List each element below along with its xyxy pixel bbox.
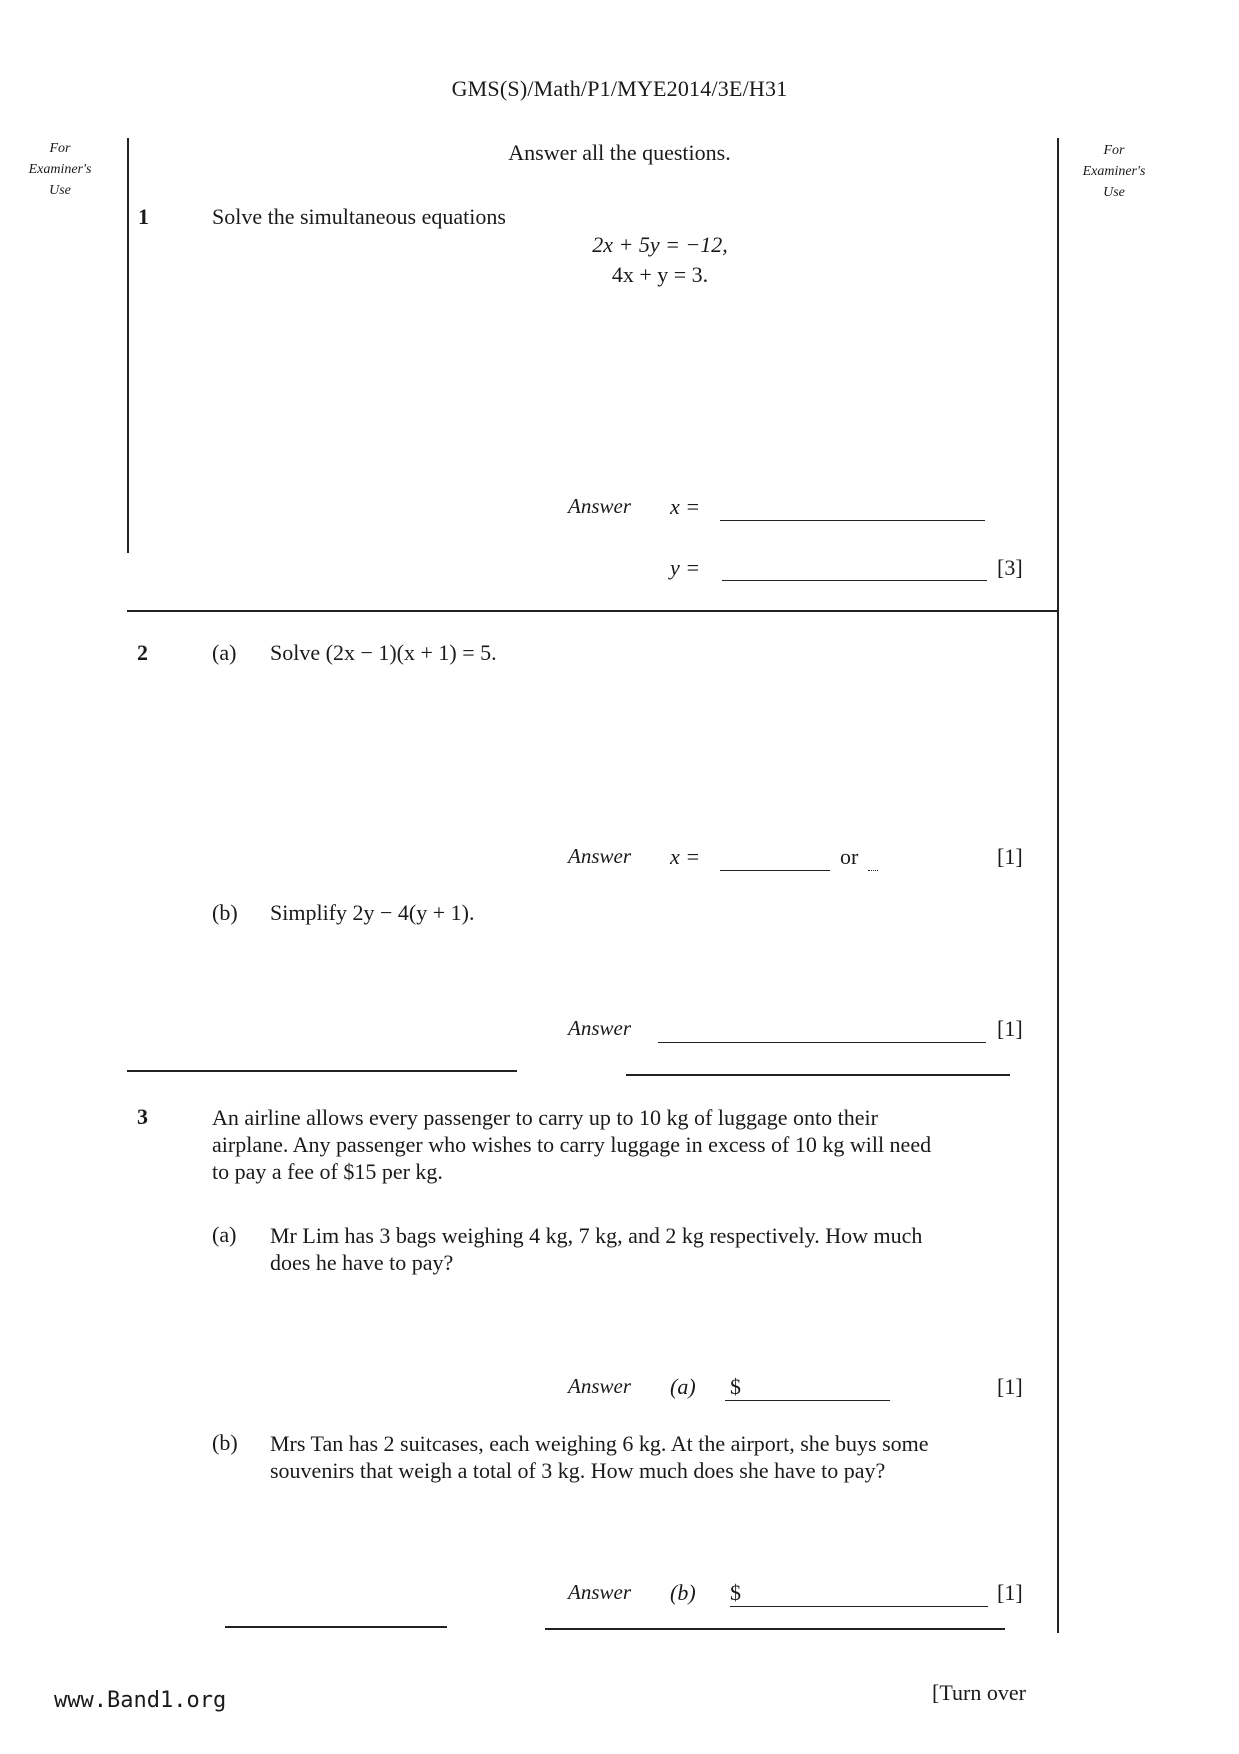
q3b-text-line-2: souvenirs that weigh a total of 3 kg. How much does she have to pay? bbox=[270, 1458, 886, 1483]
question-1-number: 1 bbox=[138, 204, 149, 229]
bottom-line-right bbox=[545, 1628, 1005, 1630]
examiner-left-line-2: Examiner's bbox=[28, 162, 92, 177]
examiner-right-line-3: Use bbox=[1103, 185, 1125, 200]
q2b-label: (b) bbox=[212, 900, 238, 925]
divider-q1-q2 bbox=[127, 610, 1059, 612]
q3-stem bbox=[212, 1104, 1042, 1185]
q2b-marks: [1] bbox=[997, 1016, 1023, 1041]
paper-code: GMS(S)/Math/P1/MYE2014/3E/H31 bbox=[451, 76, 788, 101]
equation-1 bbox=[560, 232, 760, 258]
q2a-label: (a) bbox=[212, 640, 237, 665]
q3b-answer-label: Answer bbox=[568, 1580, 631, 1604]
divider-q2-q3-right bbox=[626, 1074, 1010, 1076]
q2a-text: Solve (2x − 1)(x + 1) = 5. bbox=[270, 640, 497, 665]
bottom-line-left bbox=[225, 1626, 447, 1628]
q1-x-answer-field[interactable] bbox=[720, 520, 985, 521]
q3a-currency: $ bbox=[730, 1374, 741, 1399]
q3a-text bbox=[270, 1222, 1040, 1276]
question-2-number: 2 bbox=[137, 640, 148, 665]
divider-q2-q3-left bbox=[127, 1070, 517, 1072]
footer-turn-over: [Turn over bbox=[932, 1680, 1026, 1705]
q2a-answer-field-2[interactable] bbox=[868, 870, 878, 871]
q3-stem-line-3: to pay a fee of $15 per kg. bbox=[212, 1159, 443, 1184]
q3a-marks: [1] bbox=[997, 1374, 1023, 1399]
instructions-heading: Answer all the questions. bbox=[508, 140, 731, 165]
right-margin-line bbox=[1057, 138, 1059, 1633]
q3b-part-label: (b) bbox=[670, 1580, 696, 1605]
q2b-answer-field[interactable] bbox=[658, 1042, 986, 1043]
examiner-right-line-2: Examiner's bbox=[1082, 164, 1146, 179]
q2b-text: Simplify 2y − 4(y + 1). bbox=[270, 900, 475, 925]
question-3-number: 3 bbox=[137, 1104, 148, 1129]
equation-2-text: 4x + y = 3. bbox=[611, 262, 709, 287]
question-1-text: Solve the simultaneous equations bbox=[212, 204, 506, 229]
equation-2 bbox=[560, 262, 760, 288]
examiner-left-line-3: Use bbox=[49, 183, 71, 198]
q3-stem-line-2: airplane. Any passenger who wishes to carry luggage in excess of 10 kg will need bbox=[212, 1132, 932, 1157]
footer-website: www.Band1.org bbox=[54, 1688, 227, 1713]
q2a-marks: [1] bbox=[997, 844, 1023, 869]
q1-marks: [3] bbox=[997, 555, 1023, 580]
q3b-text-line-1: Mrs Tan has 2 suitcases, each weighing 6 kg. At the airport, she buys some bbox=[270, 1431, 929, 1456]
equation-1-text: 2x + 5y = −12, bbox=[592, 232, 728, 257]
q3a-label: (a) bbox=[212, 1222, 237, 1247]
q2a-answer-field-1[interactable] bbox=[720, 870, 830, 871]
q3-stem-line-1: An airline allows every passenger to carry up to 10 kg of luggage onto their bbox=[212, 1105, 878, 1130]
q3b-answer-field[interactable] bbox=[730, 1606, 988, 1607]
left-margin-line bbox=[127, 138, 129, 553]
examiner-right-line-1: For bbox=[1103, 143, 1125, 158]
q3a-text-line-2: does he have to pay? bbox=[270, 1250, 454, 1275]
q2a-or: or bbox=[840, 844, 859, 869]
q3a-text-line-1: Mr Lim has 3 bags weighing 4 kg, 7 kg, and 2 kg respectively. How much bbox=[270, 1223, 923, 1248]
q3a-answer-field[interactable] bbox=[725, 1400, 890, 1401]
q1-answer-label: Answer bbox=[568, 494, 631, 518]
q3a-part-label: (a) bbox=[670, 1374, 696, 1399]
q3b-text bbox=[270, 1430, 1060, 1484]
q3a-answer-label: Answer bbox=[568, 1374, 631, 1398]
q3b-currency: $ bbox=[730, 1580, 741, 1605]
q1-y-label: y = bbox=[670, 555, 701, 580]
q2b-answer-label: Answer bbox=[568, 1016, 631, 1040]
q3b-label: (b) bbox=[212, 1430, 238, 1455]
q1-y-answer-field[interactable] bbox=[722, 580, 987, 581]
q3b-marks: [1] bbox=[997, 1580, 1023, 1605]
q1-x-label: x = bbox=[670, 494, 701, 519]
q2a-x-label: x = bbox=[670, 844, 701, 869]
examiner-left-line-1: For bbox=[49, 141, 71, 156]
q2a-answer-label: Answer bbox=[568, 844, 631, 868]
